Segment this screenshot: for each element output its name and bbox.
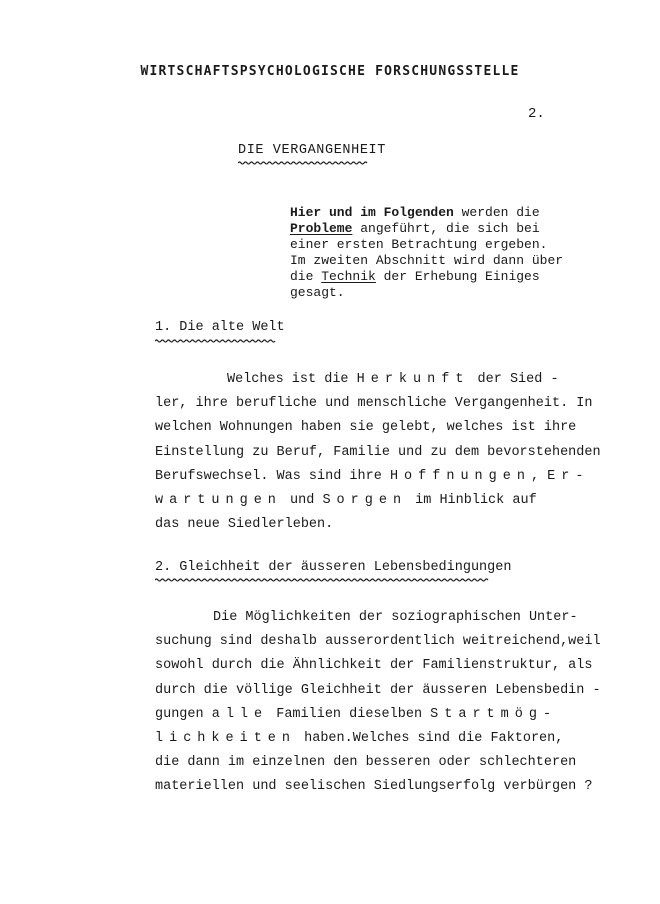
intro-line: die Technik der Erhebung Einiges bbox=[290, 269, 540, 284]
section-title: DIE VERGANGENHEIT bbox=[238, 143, 386, 158]
paragraph-line: ler, ihre berufliche und menschliche Vergangenheit. In bbox=[155, 396, 593, 412]
paragraph-line: das neue Siedlerleben. bbox=[155, 517, 334, 533]
heading-underline-2 bbox=[155, 578, 489, 582]
heading-underline-1 bbox=[155, 339, 277, 343]
section-heading-1: 1. Die alte Welt bbox=[155, 320, 285, 335]
paragraph-line: Einstellung zu Beruf, Familie und zu dem bevorstehenden bbox=[155, 444, 601, 460]
page-number: 2. bbox=[528, 106, 545, 122]
title-underline bbox=[238, 161, 368, 165]
paragraph-line: welchen Wohnungen haben sie gelebt, welches ist ihre bbox=[155, 420, 577, 436]
paragraph-2 bbox=[155, 606, 601, 800]
paragraph-line: die dann im einzelnen den besseren oder schlechteren bbox=[155, 755, 577, 771]
letterhead: WIRTSCHAFTSPSYCHOLOGISCHE FORSCHUNGSSTELLE bbox=[140, 64, 520, 79]
paragraph-line: Welches ist die Herkunft der Sied - bbox=[227, 372, 559, 387]
section-heading-2: 2. Gleichheit der äusseren Lebensbedingungen bbox=[155, 560, 512, 575]
paragraph-line: durch die völlige Gleichheit der äusseren Lebensbedin - bbox=[155, 682, 601, 698]
intro-line: Im zweiten Abschnitt wird dann über bbox=[290, 253, 564, 268]
paragraph-line: Die Möglichkeiten der soziographischen Unter- bbox=[213, 610, 578, 625]
paragraph-line: Berufswechsel. Was sind ihre Hoffnungen, Er- bbox=[155, 468, 590, 484]
intro-line: Hier und im Folgenden werden die bbox=[290, 205, 540, 220]
paragraph-line: lichkeiten haben.Welches sind die Faktoren, bbox=[155, 731, 564, 747]
intro-line: einer ersten Betrachtung ergeben. bbox=[290, 237, 548, 252]
intro-line: Probleme angeführt, die sich bei bbox=[290, 221, 540, 236]
paragraph-line: suchung sind deshalb ausserordentlich weitreichend,weil bbox=[155, 634, 601, 650]
intro-paragraph bbox=[290, 205, 563, 301]
paragraph-1 bbox=[155, 368, 601, 537]
paragraph-line: materiellen und seelischen Siedlungserfolg verbürgen ? bbox=[155, 779, 593, 795]
paragraph-line: wartungen und Sorgen im Hinblick auf bbox=[155, 493, 537, 509]
intro-line: gesagt. bbox=[290, 285, 345, 300]
paragraph-line: gungen alle Familien dieselben Startmög- bbox=[155, 706, 558, 722]
paragraph-line: sowohl durch die Ähnlichkeit der Familienstruktur, als bbox=[155, 658, 593, 674]
